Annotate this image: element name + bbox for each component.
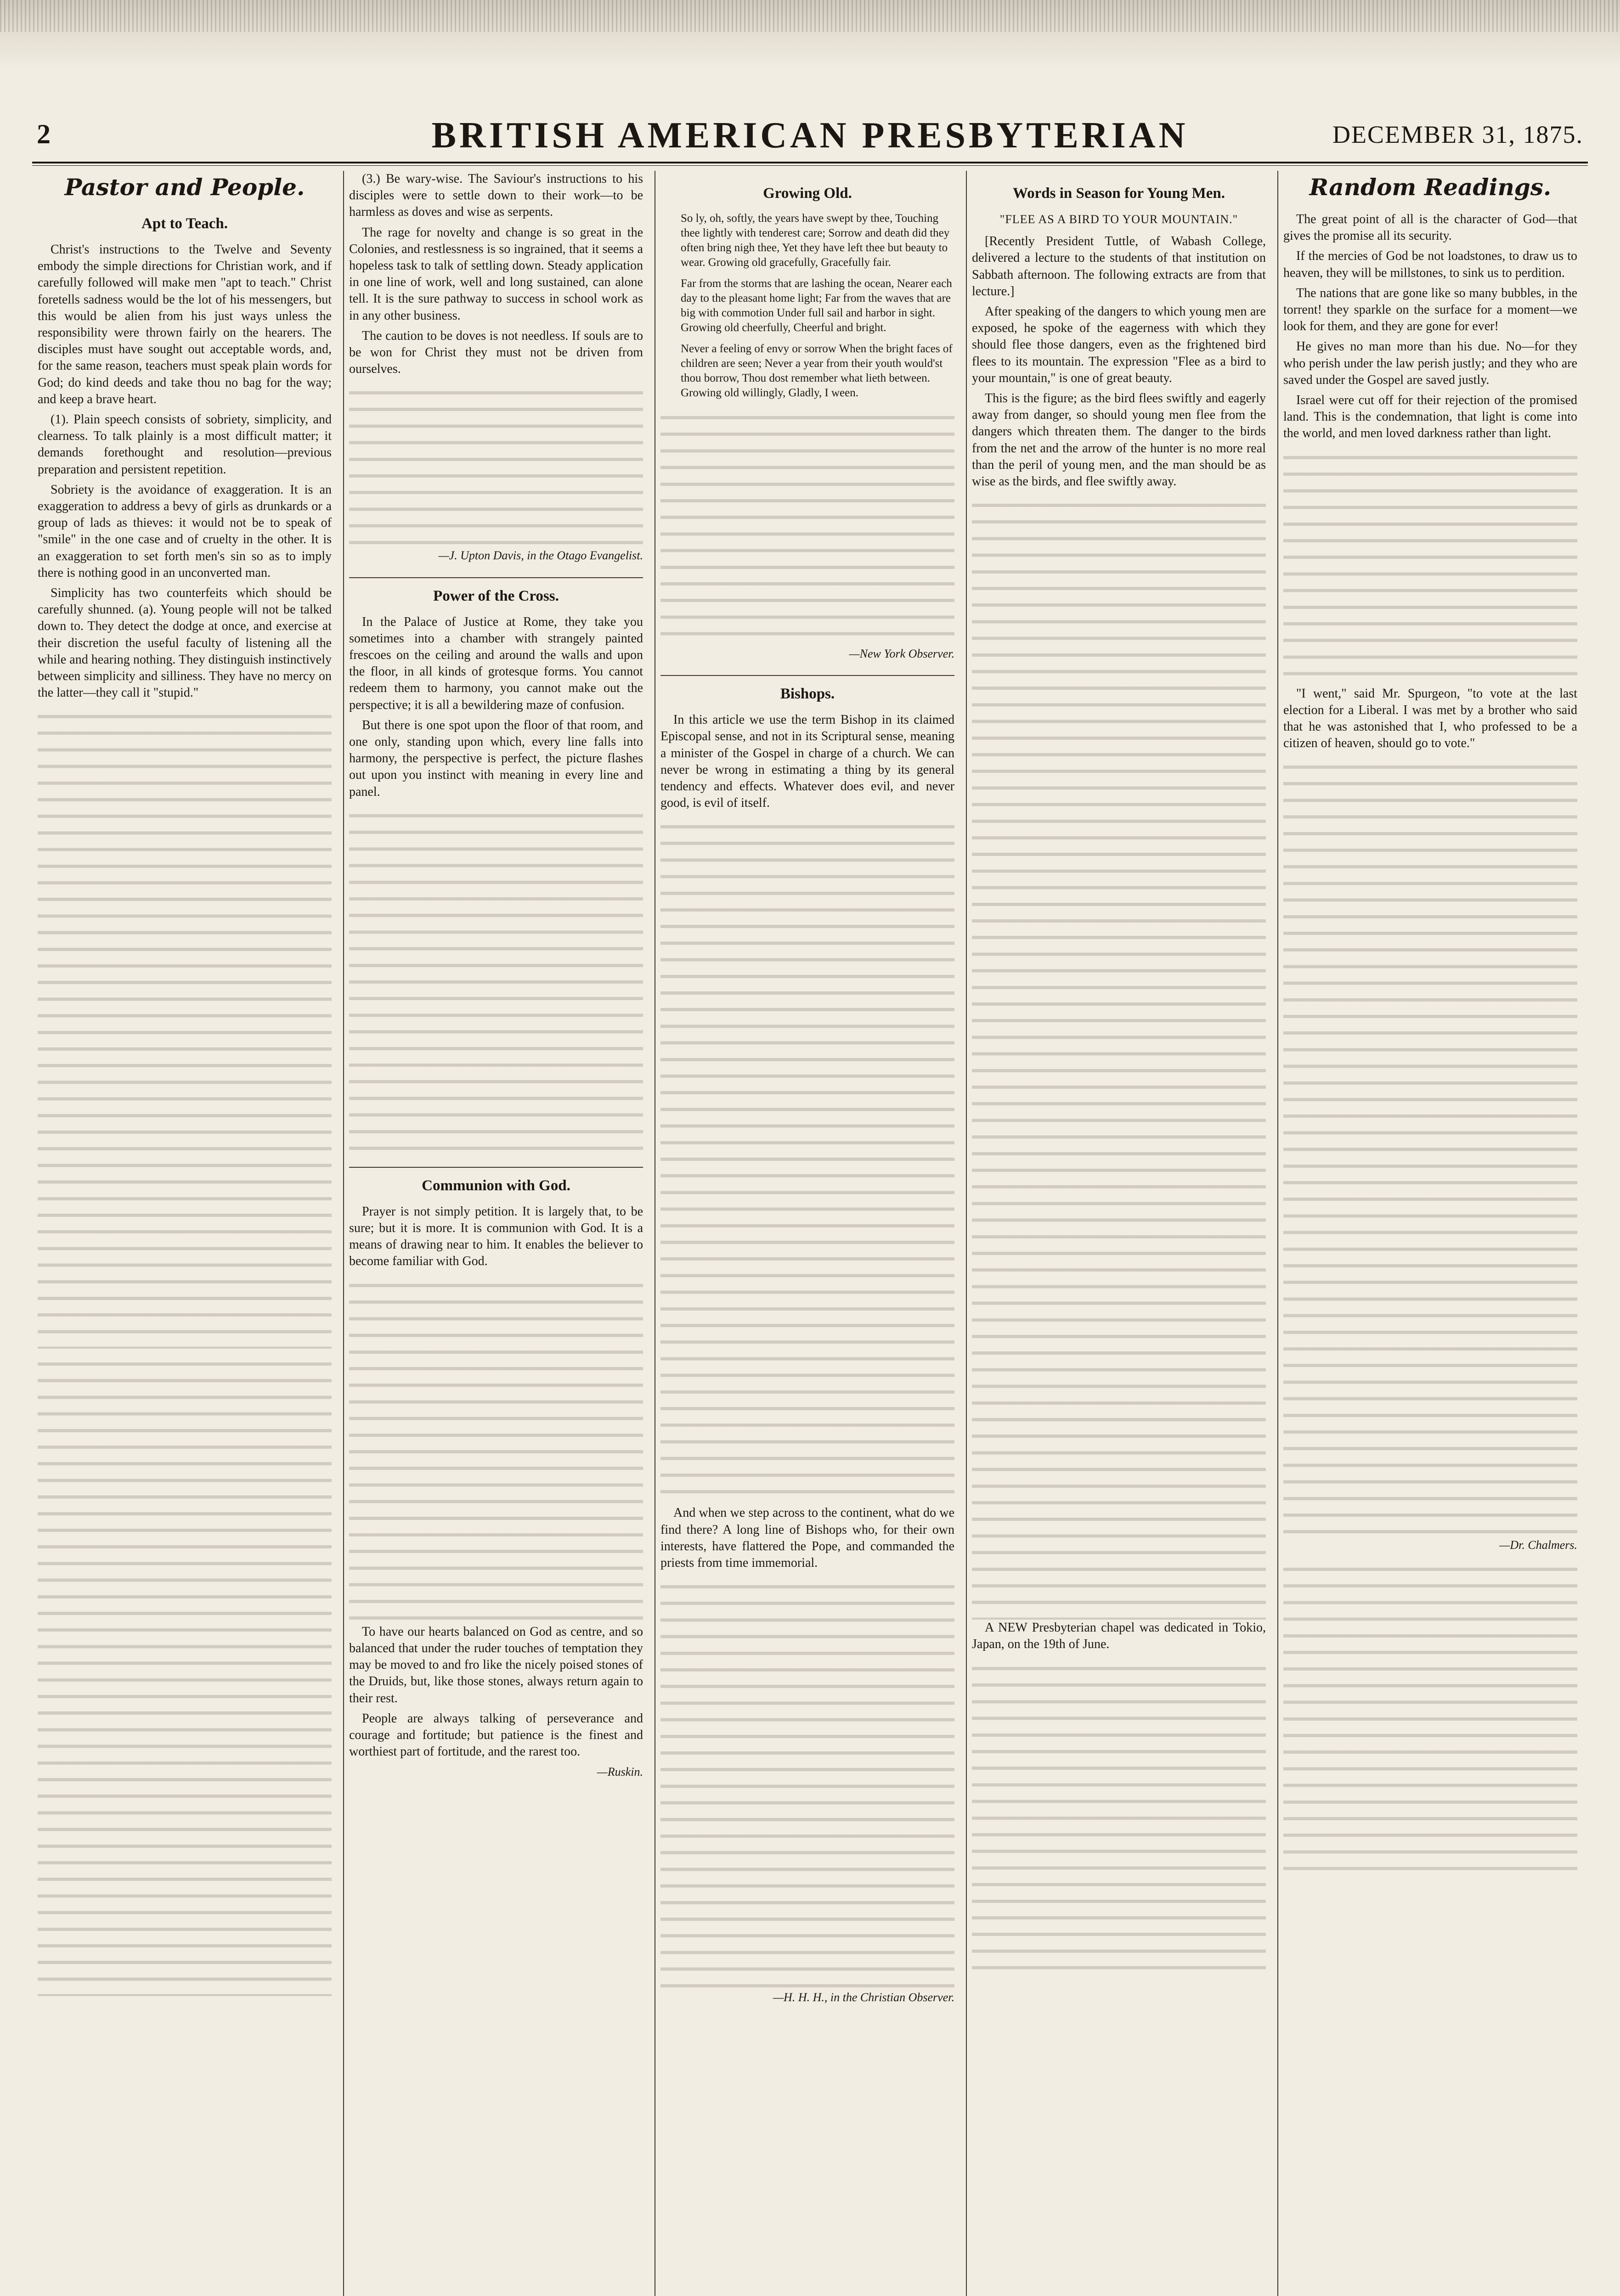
issue-date: DECEMBER 31, 1875. xyxy=(1332,121,1583,148)
article-paragraph: The rage for novelty and change is so great in the Colonies, and restlessness is so ingrained, that it seems a hopeless task to talk of settling down. Steady application in one line of work, well and long sustained, can alone tell. It is the sure pathway to success in school work as in any other business. xyxy=(349,225,643,323)
department-heading: Random Readings. xyxy=(1309,174,1552,201)
article-paragraph: The nations that are gone like so many bubbles, in the torrent! they sparkle on the surface for a moment—we look for them, and they are gone for ever! xyxy=(1283,286,1577,334)
article-paragraph: Christ's instructions to the Twelve and Seventy embody the simple directions for Christian work, and if carefully followed will make men "apt to teach." Christ foretells sadness would be the lot of his messengers, but this would be alien from his just ways unless the responsibility were thrown fairly on the hearers. The disciples must have sought out acceptable words, and, for the same reason, teachers must speak plain words for God; do kind deeds and take thou no bag for the way; and keep a brave heart. xyxy=(38,242,332,406)
illegible-text-block xyxy=(972,495,1266,1620)
article-credit: —Ruskin. xyxy=(597,1765,643,1779)
article-paragraph: (3.) Be wary-wise. The Saviour's instructions to his disciples were to settle down to their work—to be harmless as doves and wise as serpents. xyxy=(349,172,643,219)
illegible-text-block xyxy=(1283,1559,1577,1880)
article-paragraph: Prayer is not simply petition. It is largely that, to be sure; but it is more. It is communion with God. It is a means of drawing near to him. It enables the believer to become familiar with God. xyxy=(349,1204,643,1269)
article-paragraph: Sobriety is the avoidance of exaggeration. It is an exaggeration to address a bevy of girls as drunkards or a group of lads as thieves: it would not be to speak of "smile" in the one case and of cruelty in the other. It is an exaggeration to set forth men's sin so as to imply there is nothing good in an unconverted man. xyxy=(38,482,332,580)
poem-stanza: So ly, oh, softly, the years have swept by thee, Touching thee lightly with tenderest care; Sorrow and death did they often bring nigh thee, Yet they have left thee but beauty to wear. Growing old gracefully, Gracefully fair. xyxy=(681,212,950,269)
article-paragraph: Israel were cut off for their rejection of the promised land. This is the condemnation, that light is come into the world, and men loved darkness rather than light. xyxy=(1283,393,1577,441)
column-divider xyxy=(1277,171,1278,2296)
poem-credit: —New York Observer. xyxy=(849,647,954,660)
article-paragraph: Simplicity has two counterfeits which should be carefully shunned. (a). Young people will not be talked down to. They detect the dodge at once, and exercise at their discretion the useful faculty of listening all the while and hearing nothing. They distinguish instinctively between simplicity and silliness. They have no mercy on the latter—they call it "stupid." xyxy=(38,586,332,700)
article-credit: —Dr. Chalmers. xyxy=(1499,1538,1577,1552)
poem-body xyxy=(660,211,954,400)
illegible-text-block xyxy=(660,407,954,646)
article-credit: —J. Upton Davis, in the Otago Evangelist. xyxy=(438,549,643,563)
poem-title: Growing Old. xyxy=(763,185,852,202)
article-subhead: "FLEE AS A BIRD TO YOUR MOUNTAIN." xyxy=(999,213,1238,226)
illegible-text-block xyxy=(1283,756,1577,1537)
department-heading: Pastor and People. xyxy=(64,174,305,201)
article-headline: Words in Season for Young Men. xyxy=(1012,185,1225,202)
masthead-title: BRITISH AMERICAN PRESBYTERIAN xyxy=(431,115,1189,156)
article-headline: Communion with God. xyxy=(349,1167,643,1195)
column-3 xyxy=(660,171,954,2296)
article-paragraph: People are always talking of perseverance and courage and fortitude; but patience is the finest and worthiest part of fortitude, and the rarest too. xyxy=(349,1711,643,1759)
article-paragraph: In the Palace of Justice at Rome, they take you sometimes into a chamber with strangely painted frescoes on the ceiling and around the walls and upon the floor, in all kinds of grotesque forms. You cannot redeem them to harmony, you cannot make out the perspective; it is all a bewildering maze of confusion. xyxy=(349,614,643,712)
notice-paragraph: A NEW Presbyterian chapel was dedicated in Tokio, Japan, on the 19th of June. xyxy=(972,1621,1266,1652)
article-paragraph: (1). Plain speech consists of sobriety, simplicity, and clearness. To talk plainly is a most difficult matter; it demands forethought and resolution—previous preparation and persistent repetition. xyxy=(38,412,332,477)
article-paragraph: He gives no man more than his due. No—for they who perish under the law perish justly; and they who are saved under the Gospel are saved justly. xyxy=(1283,339,1577,387)
article-headline: Power of the Cross. xyxy=(349,577,643,606)
page-number: 2 xyxy=(37,119,51,149)
article-paragraph: In this article we use the term Bishop in its claimed Episcopal sense, and not in its Scriptural sense, meaning a minister of the Gospel in charge of a church. We can never be wrong in estimating a thing by its general tendency and effects. Whatever does evil, and never good, is evil of itself. xyxy=(660,713,954,810)
poem-stanza: Never a feeling of envy or sorrow When the bright faces of children are seen; Never a year from their youth would'st thou borrow, Thou dost remember what lieth between. Growing old willingly, Gladly, I ween. xyxy=(681,343,953,399)
column-divider xyxy=(966,171,967,2296)
article-paragraph: [Recently President Tuttle, of Wabash College, delivered a lecture to the students of that institution on Sabbath afternoon. The following extracts are from that lecture.] xyxy=(972,234,1266,298)
illegible-text-block xyxy=(972,1658,1266,1979)
scan-edge-texture xyxy=(0,0,1620,69)
column-2 xyxy=(349,171,643,2296)
illegible-text-block xyxy=(349,805,643,1154)
article-headline: Bishops. xyxy=(660,675,954,703)
masthead-rule xyxy=(32,162,1588,163)
article-paragraph: "I went," said Mr. Spurgeon, "to vote at the last election for a Liberal. I was met by a brother who said that he was astonished that I, who professed to be a citizen of heaven, should go to vote." xyxy=(1283,686,1577,751)
article-paragraph: After speaking of the dangers to which young men are exposed, he spoke of the eagerness with which they should flee those dangers, even as the frightened bird flees to its mountain. The expression "Flee as a bird to your mountain," is one of great beauty. xyxy=(972,304,1266,385)
article-paragraph: To have our hearts balanced on God as centre, and so balanced that under the ruder touches of temptation they may be moved to and fro like the nicely poised stones of the Druids, but, like those stones, always return again to their rest. xyxy=(349,1624,643,1705)
column-1 xyxy=(38,171,332,2296)
column-divider xyxy=(343,171,344,2296)
article-credit: —H. H. H., in the Christian Observer. xyxy=(773,1991,954,2004)
column-5 xyxy=(1283,171,1577,2296)
poem-stanza: Far from the storms that are lashing the ocean, Nearer each day to the pleasant home light; Far from the waves that are big with commotion Under full sail and harbor in sight. Growing old cheerfully, Cheerful and bright. xyxy=(681,277,952,334)
illegible-text-block xyxy=(1283,447,1577,686)
illegible-text-block xyxy=(349,382,643,547)
article-paragraph: And when we step across to the continent, what do we find there? A long line of Bishops who, for their own interests, have flattered the Pope, and commanded the priests from time immemorial. xyxy=(660,1506,954,1570)
article-paragraph: The great point of all is the character of God—that gives the promise all its security. xyxy=(1283,212,1577,243)
article-headline: Apt to Teach. xyxy=(141,215,228,232)
illegible-text-block xyxy=(38,1353,332,1996)
illegible-text-block xyxy=(349,1275,643,1624)
illegible-text-block xyxy=(660,816,954,1505)
masthead-rule-thin xyxy=(32,165,1588,166)
column-4 xyxy=(972,171,1266,2296)
illegible-text-block xyxy=(38,706,332,1349)
article-paragraph: But there is one spot upon the floor of that room, and one only, standing upon which, every line falls into harmony, the perspective is perfect, the picture flashes out upon you instinct with meaning in every line and panel. xyxy=(349,718,643,799)
article-paragraph: The caution to be doves is not needless. If souls are to be won for Christ they must not be driven from ourselves. xyxy=(349,328,643,377)
article-paragraph: If the mercies of God be not loadstones, to draw us to heaven, they will be millstones, to sink us to perdition. xyxy=(1283,249,1577,280)
article-paragraph: This is the figure; as the bird flees swiftly and eagerly away from danger, so should young men flee from the dangers which threaten them. The danger to the birds from the net and the arrow of the hunter is no more real than the peril of young men, and the man should be as wise as the birds, and flee swiftly away. xyxy=(972,391,1266,489)
illegible-text-block xyxy=(660,1576,954,1989)
